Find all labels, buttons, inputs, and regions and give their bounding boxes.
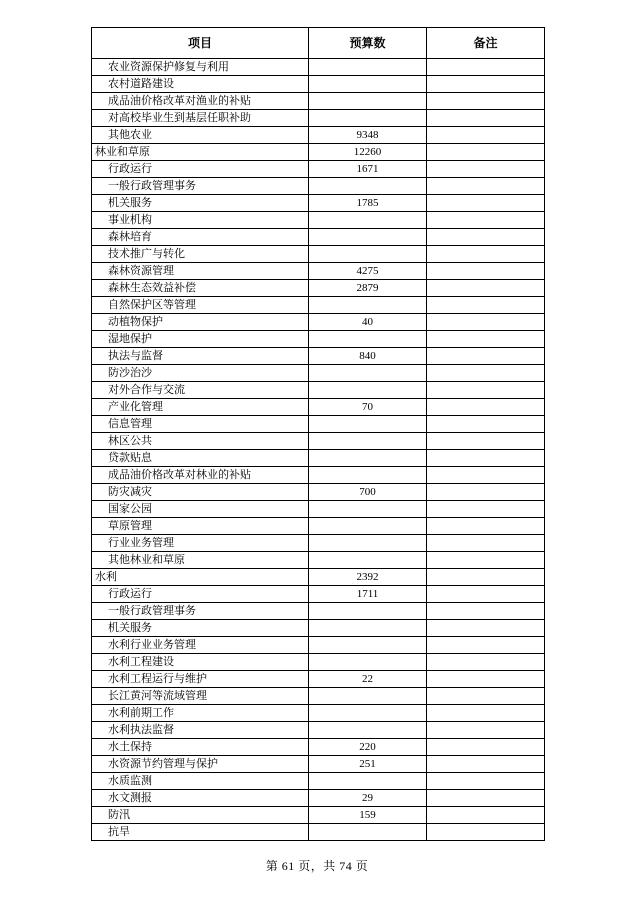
row-budget-amount bbox=[309, 76, 427, 93]
row-budget-amount: 1711 bbox=[309, 586, 427, 603]
row-note bbox=[427, 824, 545, 841]
row-note bbox=[427, 399, 545, 416]
table-row bbox=[92, 212, 545, 229]
row-note bbox=[427, 382, 545, 399]
table-row bbox=[92, 756, 545, 773]
table-row bbox=[92, 229, 545, 246]
row-budget-amount: 1785 bbox=[309, 195, 427, 212]
row-note bbox=[427, 671, 545, 688]
row-item-name: 技术推广与转化 bbox=[92, 246, 309, 263]
table-row bbox=[92, 484, 545, 501]
row-item-name: 长江黄河等流域管理 bbox=[92, 688, 309, 705]
row-budget-amount bbox=[309, 688, 427, 705]
row-note bbox=[427, 161, 545, 178]
row-note bbox=[427, 773, 545, 790]
table-row bbox=[92, 246, 545, 263]
table-header bbox=[92, 28, 545, 59]
row-note bbox=[427, 433, 545, 450]
table-row bbox=[92, 331, 545, 348]
row-item-name: 产业化管理 bbox=[92, 399, 309, 416]
row-budget-amount bbox=[309, 518, 427, 535]
table-row bbox=[92, 467, 545, 484]
row-item-name: 水利前期工作 bbox=[92, 705, 309, 722]
header-row bbox=[92, 28, 545, 59]
row-item-name: 行业业务管理 bbox=[92, 535, 309, 552]
row-item-name: 国家公园 bbox=[92, 501, 309, 518]
table-row bbox=[92, 297, 545, 314]
row-note bbox=[427, 127, 545, 144]
row-note bbox=[427, 569, 545, 586]
row-item-name: 农业资源保护修复与利用 bbox=[92, 59, 309, 76]
header-item: 项目 bbox=[92, 28, 309, 59]
row-note bbox=[427, 178, 545, 195]
table-row bbox=[92, 144, 545, 161]
row-note bbox=[427, 314, 545, 331]
table-row bbox=[92, 93, 545, 110]
row-note bbox=[427, 552, 545, 569]
row-budget-amount: 159 bbox=[309, 807, 427, 824]
row-budget-amount: 700 bbox=[309, 484, 427, 501]
row-item-name: 防沙治沙 bbox=[92, 365, 309, 382]
row-note bbox=[427, 365, 545, 382]
row-note bbox=[427, 263, 545, 280]
row-item-name: 执法与监督 bbox=[92, 348, 309, 365]
row-note bbox=[427, 535, 545, 552]
row-item-name: 水利执法监督 bbox=[92, 722, 309, 739]
row-budget-amount bbox=[309, 178, 427, 195]
row-note bbox=[427, 620, 545, 637]
table-row bbox=[92, 637, 545, 654]
header-budget: 预算数 bbox=[309, 28, 427, 59]
row-budget-amount: 220 bbox=[309, 739, 427, 756]
row-item-name: 机关服务 bbox=[92, 620, 309, 637]
row-budget-amount bbox=[309, 450, 427, 467]
row-note bbox=[427, 501, 545, 518]
row-item-name: 对高校毕业生到基层任职补助 bbox=[92, 110, 309, 127]
table-row bbox=[92, 824, 545, 841]
row-item-name: 林业和草原 bbox=[92, 144, 309, 161]
table-row bbox=[92, 127, 545, 144]
row-item-name: 自然保护区等管理 bbox=[92, 297, 309, 314]
row-note bbox=[427, 756, 545, 773]
row-note bbox=[427, 331, 545, 348]
table-row bbox=[92, 790, 545, 807]
table-row bbox=[92, 314, 545, 331]
row-budget-amount bbox=[309, 722, 427, 739]
table-row bbox=[92, 773, 545, 790]
row-item-name: 一般行政管理事务 bbox=[92, 603, 309, 620]
row-item-name: 水文测报 bbox=[92, 790, 309, 807]
row-note bbox=[427, 705, 545, 722]
row-budget-amount bbox=[309, 603, 427, 620]
row-budget-amount: 251 bbox=[309, 756, 427, 773]
table-row bbox=[92, 348, 545, 365]
table-row bbox=[92, 365, 545, 382]
table-row bbox=[92, 280, 545, 297]
row-budget-amount bbox=[309, 365, 427, 382]
row-item-name: 水利工程运行与维护 bbox=[92, 671, 309, 688]
row-budget-amount bbox=[309, 620, 427, 637]
row-note bbox=[427, 110, 545, 127]
row-budget-amount bbox=[309, 212, 427, 229]
table-row bbox=[92, 195, 545, 212]
row-budget-amount bbox=[309, 654, 427, 671]
row-note bbox=[427, 790, 545, 807]
row-note bbox=[427, 603, 545, 620]
row-item-name: 湿地保护 bbox=[92, 331, 309, 348]
row-item-name: 水利 bbox=[92, 569, 309, 586]
row-item-name: 其他农业 bbox=[92, 127, 309, 144]
row-item-name: 成品油价格改革对渔业的补贴 bbox=[92, 93, 309, 110]
table-row bbox=[92, 382, 545, 399]
table-row bbox=[92, 450, 545, 467]
table-row bbox=[92, 654, 545, 671]
row-note bbox=[427, 416, 545, 433]
row-note bbox=[427, 229, 545, 246]
row-item-name: 草原管理 bbox=[92, 518, 309, 535]
row-note bbox=[427, 195, 545, 212]
row-note bbox=[427, 59, 545, 76]
table-row bbox=[92, 59, 545, 76]
table-row bbox=[92, 586, 545, 603]
table-row bbox=[92, 263, 545, 280]
row-budget-amount bbox=[309, 552, 427, 569]
row-budget-amount: 22 bbox=[309, 671, 427, 688]
page-number: 第 61 页，共 74 页 bbox=[265, 859, 369, 873]
row-item-name: 抗旱 bbox=[92, 824, 309, 841]
row-budget-amount: 4275 bbox=[309, 263, 427, 280]
table-row bbox=[92, 603, 545, 620]
row-budget-amount bbox=[309, 501, 427, 518]
table-row bbox=[92, 110, 545, 127]
row-note bbox=[427, 467, 545, 484]
table-row bbox=[92, 535, 545, 552]
row-budget-amount: 12260 bbox=[309, 144, 427, 161]
row-budget-amount bbox=[309, 773, 427, 790]
row-item-name: 一般行政管理事务 bbox=[92, 178, 309, 195]
row-note bbox=[427, 807, 545, 824]
row-budget-amount: 2879 bbox=[309, 280, 427, 297]
row-item-name: 水利行业业务管理 bbox=[92, 637, 309, 654]
row-note bbox=[427, 637, 545, 654]
table-row bbox=[92, 518, 545, 535]
table-row bbox=[92, 552, 545, 569]
row-budget-amount bbox=[309, 331, 427, 348]
row-budget-amount bbox=[309, 433, 427, 450]
table-row bbox=[92, 807, 545, 824]
row-item-name: 事业机构 bbox=[92, 212, 309, 229]
row-item-name: 森林资源管理 bbox=[92, 263, 309, 280]
row-item-name: 水利工程建设 bbox=[92, 654, 309, 671]
row-budget-amount bbox=[309, 467, 427, 484]
row-budget-amount: 9348 bbox=[309, 127, 427, 144]
table-body bbox=[92, 59, 545, 841]
table-row bbox=[92, 705, 545, 722]
table-row bbox=[92, 76, 545, 93]
table-row bbox=[92, 161, 545, 178]
row-item-name: 森林生态效益补偿 bbox=[92, 280, 309, 297]
row-item-name: 农村道路建设 bbox=[92, 76, 309, 93]
row-note bbox=[427, 93, 545, 110]
table-row bbox=[92, 671, 545, 688]
row-note bbox=[427, 144, 545, 161]
row-item-name: 防汛 bbox=[92, 807, 309, 824]
table-row bbox=[92, 722, 545, 739]
row-item-name: 水资源节约管理与保护 bbox=[92, 756, 309, 773]
row-note bbox=[427, 688, 545, 705]
row-budget-amount bbox=[309, 382, 427, 399]
row-item-name: 防灾减灾 bbox=[92, 484, 309, 501]
row-budget-amount bbox=[309, 59, 427, 76]
table-row bbox=[92, 178, 545, 195]
row-item-name: 水质监测 bbox=[92, 773, 309, 790]
row-note bbox=[427, 297, 545, 314]
table-row bbox=[92, 399, 545, 416]
row-budget-amount bbox=[309, 535, 427, 552]
row-budget-amount bbox=[309, 705, 427, 722]
row-budget-amount: 29 bbox=[309, 790, 427, 807]
row-note bbox=[427, 450, 545, 467]
row-note bbox=[427, 518, 545, 535]
row-budget-amount bbox=[309, 229, 427, 246]
row-budget-amount: 2392 bbox=[309, 569, 427, 586]
table-row bbox=[92, 739, 545, 756]
row-budget-amount: 1671 bbox=[309, 161, 427, 178]
row-note bbox=[427, 348, 545, 365]
table-row bbox=[92, 569, 545, 586]
row-item-name: 动植物保护 bbox=[92, 314, 309, 331]
row-item-name: 成品油价格改革对林业的补贴 bbox=[92, 467, 309, 484]
row-item-name: 水土保持 bbox=[92, 739, 309, 756]
row-budget-amount bbox=[309, 246, 427, 263]
row-budget-amount bbox=[309, 824, 427, 841]
row-budget-amount bbox=[309, 416, 427, 433]
row-item-name: 对外合作与交流 bbox=[92, 382, 309, 399]
row-item-name: 森林培育 bbox=[92, 229, 309, 246]
row-item-name: 信息管理 bbox=[92, 416, 309, 433]
row-note bbox=[427, 280, 545, 297]
row-budget-amount: 70 bbox=[309, 399, 427, 416]
row-budget-amount bbox=[309, 110, 427, 127]
row-item-name: 行政运行 bbox=[92, 161, 309, 178]
row-note bbox=[427, 739, 545, 756]
row-item-name: 林区公共 bbox=[92, 433, 309, 450]
row-budget-amount bbox=[309, 297, 427, 314]
row-budget-amount bbox=[309, 93, 427, 110]
budget-table bbox=[91, 27, 545, 841]
header-note: 备注 bbox=[427, 28, 545, 59]
table-row bbox=[92, 688, 545, 705]
row-budget-amount: 840 bbox=[309, 348, 427, 365]
table-row bbox=[92, 501, 545, 518]
row-item-name: 其他林业和草原 bbox=[92, 552, 309, 569]
row-note bbox=[427, 484, 545, 501]
row-note bbox=[427, 722, 545, 739]
table-row bbox=[92, 433, 545, 450]
table-row bbox=[92, 620, 545, 637]
row-note bbox=[427, 76, 545, 93]
row-item-name: 贷款贴息 bbox=[92, 450, 309, 467]
row-budget-amount bbox=[309, 637, 427, 654]
row-note bbox=[427, 654, 545, 671]
row-budget-amount: 40 bbox=[309, 314, 427, 331]
row-item-name: 机关服务 bbox=[92, 195, 309, 212]
row-item-name: 行政运行 bbox=[92, 586, 309, 603]
table-row bbox=[92, 416, 545, 433]
row-note bbox=[427, 212, 545, 229]
row-note bbox=[427, 586, 545, 603]
row-note bbox=[427, 246, 545, 263]
